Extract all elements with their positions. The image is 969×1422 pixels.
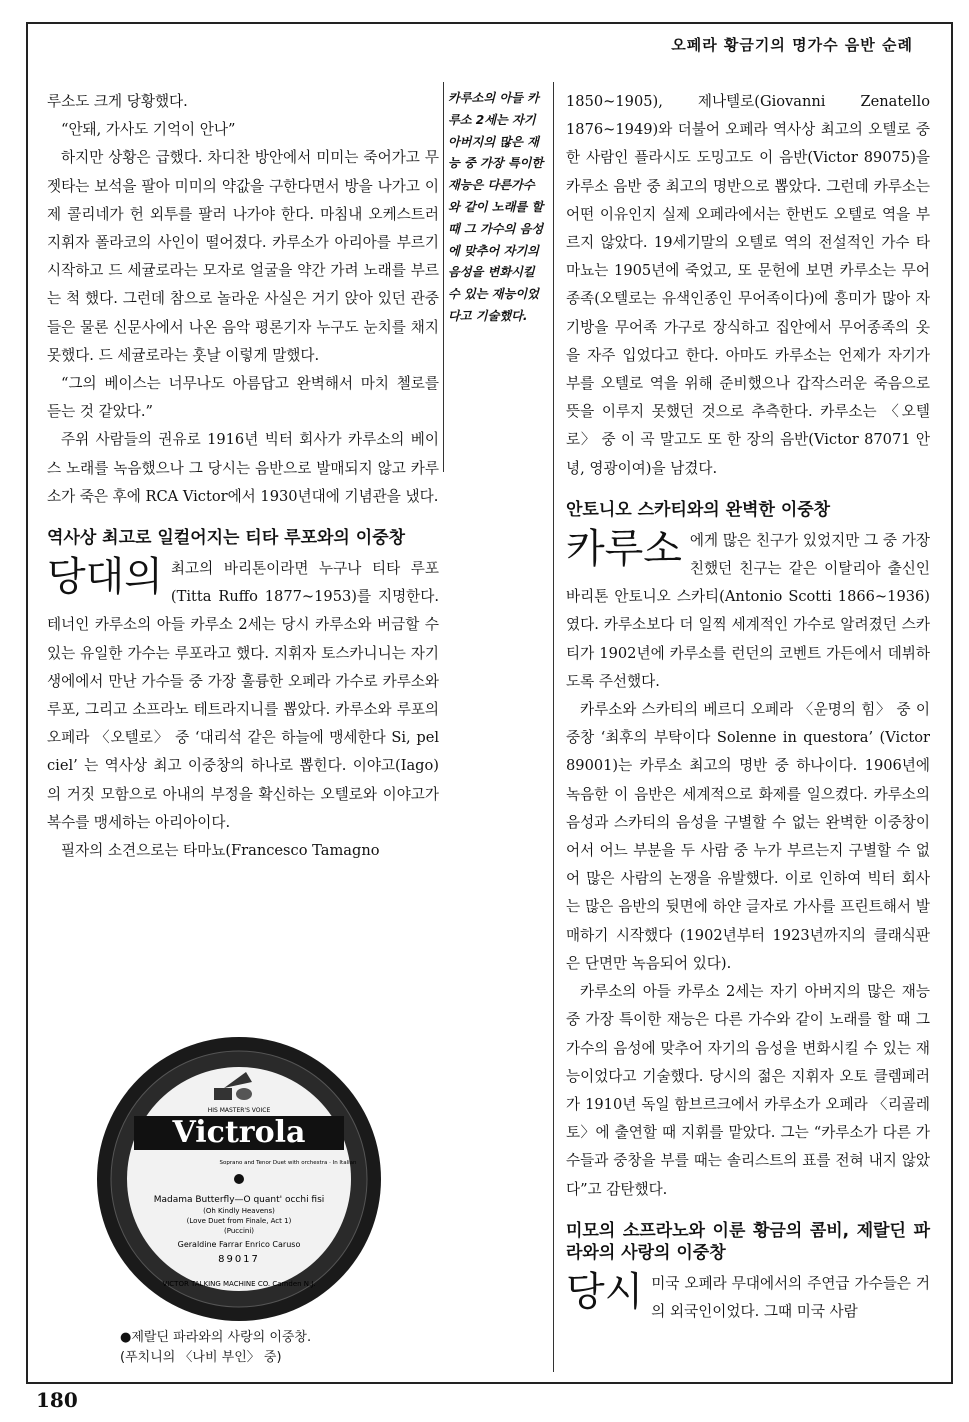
- column-left: [47, 88, 439, 865]
- record-note: Soprano and Tenor Duet with orchestra · In Italian: [219, 1160, 357, 1166]
- pull-quote: 카루소의 아들 카루소 2세는 자기 아버지의 많은 재능 중 가장 특이한 재능은 다른가수와 같이 노래를 할 때 그 가수의 음성에 맞추어 자기의 음성을 변화시킬 수 있는 재능이었다고 기술했다.: [448, 91, 544, 323]
- paragraph: 1850~1905), 제나텔로(Giovanni Zenatello 1876~1949)와 더불어 오페라 역사상 최고의 오텔로 중한 사람인 플라시도 도밍고도 이 음반(Victor 89075)을 카루소 음반 중 최고의 명반으로 뽑았다. 그런데 카루소는 어떤 이유인지 실제 오페라에서는 한번도 오텔로 역을 부르지 않았다. 19세기말의 오텔로 역의 전설적인 가수 타마뇨는 1905년에 죽었고, 또 문헌에 보면 카루소는 무어종족(오텔로는 유색인종인 무어족이다)에 흥미가 많아 자기방을 무어족 가구로 장식하고 집안에서 무어종족의 옷을 자주 입었다고 한다. 아마도 카루소는 언제가 자기가 부를 오텔로 역을 위해 준비했으나 갑작스러운 죽음으로 뜻을 이루지 못했던 것으로 추측한다. 카루소는 〈오텔로〉 중 이 곡 말고도 또 한 장의 음반(Victor 87071 안녕, 영광이여)을 남겼다.: [566, 93, 930, 477]
- paragraph: 카루소의 아들 카루소 2세는 자기 아버지의 많은 재능 중 가장 특이한 재능은 다른 가수와 같이 노래를 할 때 그 가수의 음성에 맞추어 자기의 음성을 변화시킬 수 있는 재능이었다고 기술했다. 당시의 젊은 지휘자 오토 클렘페러가 1910년 독일 함브르크에서 카루소가 오페라 〈리골레토〉에 출연할 때 지휘를 맡았다. 그는 “카루소가 다른 가수들과 중창을 부를 때는 솔리스트의 표를 전혀 내지 않았다”고 감탄했다.: [566, 983, 930, 1198]
- paragraph: 루소도 크게 당황했다.: [47, 93, 188, 110]
- column-right: [566, 88, 930, 1326]
- paragraph-text: 최고의 바리톤이라면 누구나 티타 루포(Titta Ruffo 1877~1953)를 지명한다. 테너인 카루소의 아들 카루소 2세는 당시 카루소와 버금할 수 있는 유일한 가수는 루포라고 했다. 지휘자 토스카니니는 자기 생에에서 만난 가수들 중 가장 훌륭한 오페라 가수로 카루소와 루포, 그리고 소프라노 테트라지니를 뽑았다. 카루소와 루포의 오페라 〈오텔로〉 중 ‘대리석 같은 하늘에 맹세한다 Si, pel ciel’ 는 역사상 최고 이중창의 하나로 뽑힌다. 이야고(Iago)의 거짓 모함으로 아내의 부정을 확신하는 오텔로와 이야고가 복수를 맹세하는 아리아이다.: [47, 560, 439, 831]
- section-heading: 역사상 최고로 일컬어지는 티타 루포와의 이중창: [47, 528, 406, 549]
- dropcap: 당시: [566, 1268, 644, 1315]
- paragraph: [566, 1270, 930, 1326]
- record-title: Madama Butterfly—O quant' occhi fisi: [153, 1195, 325, 1205]
- paragraph-text: 에게 많은 친구가 있었지만 그 중 가장 친했던 친구는 같은 이탈리아 출신인 바리톤 안토니오 스카티(Antonio Scotti 1866~1936)였다. 카루소보다 더 일찍 세계적인 가수로 알려졌던 스카티가 1902년에 카루소를 런던의 코벤트 가든에서 데뷔하도록 주선했다.: [566, 531, 930, 690]
- paragraph-text: 미국 오페라 무대에서의 주연급 가수들은 거의 외국인이었다. 그때 미국 사람: [651, 1274, 930, 1320]
- paragraph: 필자의 소견으로는 타마뇨(Francesco Tamagno: [61, 842, 380, 860]
- column-divider: [553, 82, 554, 1372]
- paragraph: [47, 555, 439, 837]
- section-heading: 미모의 소프라노와 이룬 황금의 콤비, 제랄딘 파라와의 사랑의 이중창: [566, 1220, 930, 1263]
- image-caption: [120, 1328, 311, 1368]
- quote-line: “안돼, 가사도 기억이 안나”: [61, 121, 236, 139]
- paragraph: 카루소와 스카티의 베르디 오페라 〈운명의 힘〉 중 이중창 ‘최후의 부탁이다 Solenne in questora’ (Victor 89001)는 카루소 최고의 명반 중 하나이다. 1906년에 녹음한 이 음반은 세계적으로 화제를 일으켰다. 카루소의 음성과 스카티의 음성을 구별할 수 없는 완벽한 이중창이어서 어느 부분을 두 사람 중 누가 부르는지 구별할 수 없어 많은 사람의 논쟁을 유발했다. 이로 인하여 빅터 회사는 많은 음반의 뒷면에 하얀 글자로 가사를 프린트해서 발매하기 시작했다 (1902년부터 1923년까지의 클래식판은 단면만 녹음되어 있다).: [566, 701, 930, 972]
- paragraph: [566, 527, 930, 696]
- hmv-text: HIS MASTER'S VOICE: [207, 1107, 271, 1114]
- dropcap: 카루소: [566, 525, 682, 572]
- record-artists: Geraldine Farrar Enrico Caruso: [177, 1240, 301, 1249]
- paragraph: 하지만 상황은 급했다. 차디찬 방안에서 미미는 죽어가고 무젯타는 보석을 팔아 미미의 약값을 구한다면서 방을 나가고 이제 콜리네가 헌 외투를 팔러 나가야 한다. 마침내 오케스트러 지휘자 폴라코의 사인이 떨어졌다. 카루소가 아리아를 부르기 시작하고 드 세귤로라는 모자로 얼굴을 약간 가려 노래를 부르는 척 했다. 그런데 참으로 놀라운 사실은 거기 앉아 있던 관중들은 물론 신문사에서 나온 음악 평론기자 누구도 눈치를 채지 못했다. 드 세귤로라는 훗날 이렇게 말했다.: [47, 149, 439, 364]
- running-header: 오페라 황금기의 명가수 음반 순례: [671, 36, 913, 54]
- section-heading: 안토니오 스카티와의 완벽한 이중창: [566, 499, 831, 520]
- column-divider: [443, 82, 444, 472]
- record-subtitle: (Oh Kindly Heavens): [203, 1207, 275, 1215]
- caption-line: ●제랄딘 파라와의 사랑의 이중창.: [120, 1330, 312, 1345]
- record-rim-text: VICTOR TALKING MACHINE CO. Camden N.J.: [162, 1280, 316, 1288]
- page-number: 180: [36, 1388, 78, 1412]
- record-number: 89017: [218, 1254, 260, 1265]
- paragraph: 주위 사람들의 권유로 1916년 빅터 회사가 카루소의 베이스 노래를 녹음했으나 그 당시는 음반으로 발매되지 않고 카루소가 죽은 후에 RCA Victor에서 1930년대에 기념관을 냈다.: [47, 431, 439, 505]
- dropcap: 당대의: [47, 554, 163, 601]
- victrola-record-image: [96, 1036, 382, 1322]
- record-subtitle: (Love Duet from Finale, Act 1): [186, 1217, 292, 1225]
- quote-paragraph: “그의 베이스는 너무나도 아름답고 완벽해서 마치 첼로를 듣는 것 같았다.”: [47, 375, 439, 421]
- spindle-hole: [234, 1174, 244, 1184]
- record-subtitle: (Puccini): [223, 1227, 255, 1235]
- caption-line: (푸치니의 〈나비 부인〉 중): [120, 1350, 282, 1365]
- brand-logo: Victrola: [172, 1115, 306, 1150]
